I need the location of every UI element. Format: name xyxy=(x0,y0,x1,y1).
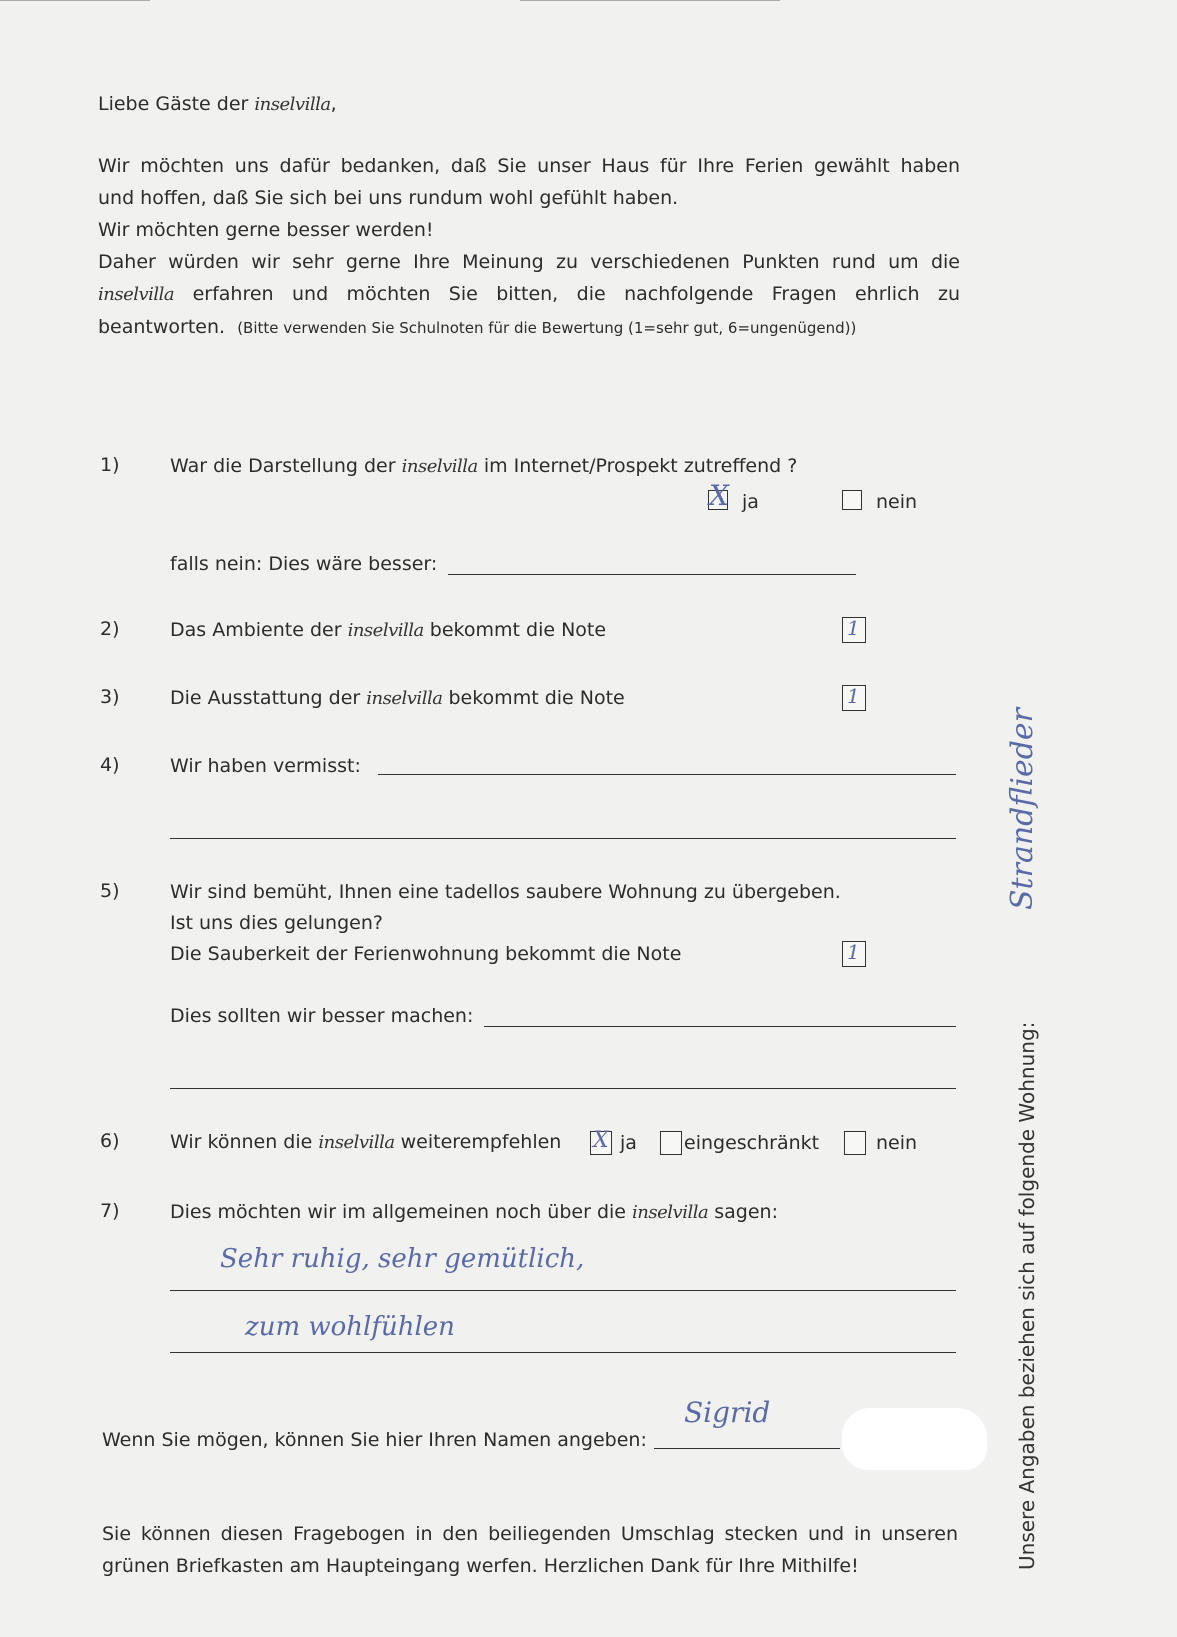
brand-logo-text: inselvilla xyxy=(98,284,175,305)
q7-answer-field-2[interactable] xyxy=(170,1352,956,1353)
q7-handwritten-answer-2: zum wohlfühlen xyxy=(245,1312,455,1342)
question-5-line-3: Die Sauberkeit der Ferienwohnung bekommt die Note xyxy=(170,943,682,965)
handwritten-name: Sigrid xyxy=(684,1396,771,1429)
brand-logo-text: inselvilla xyxy=(254,94,331,115)
question-4-text: Wir haben vermisst: xyxy=(170,755,361,777)
handwritten-check: X xyxy=(593,1128,609,1153)
name-label: Wenn Sie mögen, können Sie hier Ihren Namen angeben: xyxy=(102,1429,647,1451)
question-number: 5) xyxy=(100,880,120,902)
handwritten-check: X xyxy=(709,479,729,512)
handwritten-grade: 1 xyxy=(847,684,860,708)
apartment-reference-label: Unsere Angaben beziehen sich auf folgende Wohnung: xyxy=(1015,1021,1039,1570)
intro-line: Wir möchten gerne besser werden! xyxy=(98,219,434,241)
intro-line: Daher würden wir sehr gerne Ihre Meinung zu verschiedenen Punkten rund um die xyxy=(98,251,960,273)
q6-yes-checkbox[interactable] xyxy=(590,1128,612,1155)
question-1-text: War die Darstellung der inselvilla im Internet/Prospekt zutreffend ? xyxy=(170,455,798,477)
q3-grade-box[interactable] xyxy=(842,685,866,711)
question-number: 6) xyxy=(100,1130,120,1152)
greeting: Liebe Gäste der inselvilla, xyxy=(98,93,337,115)
q6-limited-checkbox[interactable] xyxy=(660,1131,682,1155)
q1-followup-label: falls nein: Dies wäre besser: xyxy=(170,553,438,575)
footer-line-2: grünen Briefkasten am Haupteingang werfen. Herzlichen Dank für Ihre Mithilfe! xyxy=(102,1555,859,1577)
q1-yes-label: ja xyxy=(742,491,759,513)
question-5-line-2: Ist uns dies gelungen? xyxy=(170,912,383,934)
brand-logo-text: inselvilla xyxy=(366,688,443,709)
q4-answer-field-2[interactable] xyxy=(170,838,956,839)
grading-note: (Bitte verwenden Sie Schulnoten für die Bewertung (1=sehr gut, 6=ungenügend)) xyxy=(237,319,857,337)
q1-no-checkbox[interactable] xyxy=(842,490,862,510)
q1-no-label: nein xyxy=(876,491,918,513)
q5-grade-box[interactable] xyxy=(842,941,866,967)
handwritten-grade: 1 xyxy=(847,616,860,640)
footer-line-1: Sie können diesen Fragebogen in den beiliegenden Umschlag stecken und in unseren xyxy=(102,1523,958,1545)
handwritten-grade: 1 xyxy=(847,940,860,964)
handwritten-apartment-name: Strandflieder xyxy=(1005,707,1040,910)
name-field[interactable] xyxy=(654,1448,840,1449)
scan-edge-mark xyxy=(520,0,780,1)
question-number: 3) xyxy=(100,686,120,708)
q2-grade-box[interactable] xyxy=(842,617,866,643)
question-3-text: Die Ausstattung der inselvilla bekommt die Note xyxy=(170,687,625,709)
q5-followup-field[interactable] xyxy=(484,1026,956,1027)
q6-no-checkbox[interactable] xyxy=(844,1131,866,1155)
question-6-text: Wir können die inselvilla weiterempfehlen xyxy=(170,1131,562,1153)
question-5-line-1: Wir sind bemüht, Ihnen eine tadellos saubere Wohnung zu übergeben. xyxy=(170,881,841,903)
brand-logo-text: inselvilla xyxy=(401,456,478,477)
q5-followup-label: Dies sollten wir besser machen: xyxy=(170,1005,474,1027)
q6-yes-label: ja xyxy=(620,1132,637,1154)
question-number: 1) xyxy=(100,454,120,476)
q6-limited-label: eingeschränkt xyxy=(684,1132,820,1154)
question-7-text: Dies möchten wir im allgemeinen noch über die inselvilla sagen: xyxy=(170,1201,778,1223)
q7-answer-field[interactable] xyxy=(170,1290,956,1291)
q1-followup-field[interactable] xyxy=(448,574,856,575)
intro-line: beantworten. (Bitte verwenden Sie Schulnoten für die Bewertung (1=sehr gut, 6=ungenügend)) xyxy=(98,316,857,338)
q7-handwritten-answer-1: Sehr ruhig, sehr gemütlich, xyxy=(220,1244,585,1274)
intro-line: und hoffen, daß Sie sich bei uns rundum wohl gefühlt haben. xyxy=(98,187,679,209)
scan-edge-mark xyxy=(0,0,150,1)
brand-logo-text: inselvilla xyxy=(632,1202,709,1223)
intro-paragraph xyxy=(98,150,960,344)
brand-logo-text: inselvilla xyxy=(318,1132,395,1153)
question-2-text: Das Ambiente der inselvilla bekommt die Note xyxy=(170,619,607,641)
question-number: 4) xyxy=(100,754,120,776)
redaction-patch xyxy=(842,1408,987,1470)
q6-no-label: nein xyxy=(876,1132,918,1154)
question-number: 7) xyxy=(100,1200,120,1222)
question-number: 2) xyxy=(100,618,120,640)
intro-line: Wir möchten uns dafür bedanken, daß Sie unser Haus für Ihre Ferien gewählt haben xyxy=(98,155,960,177)
intro-line: inselvilla erfahren und möchten Sie bitten, die nachfolgende Fragen ehrlich zu xyxy=(98,283,961,305)
q5-followup-field-2[interactable] xyxy=(170,1088,956,1089)
q4-answer-field[interactable] xyxy=(378,774,956,775)
q1-yes-checkbox[interactable] xyxy=(708,479,729,512)
brand-logo-text: inselvilla xyxy=(347,620,424,641)
